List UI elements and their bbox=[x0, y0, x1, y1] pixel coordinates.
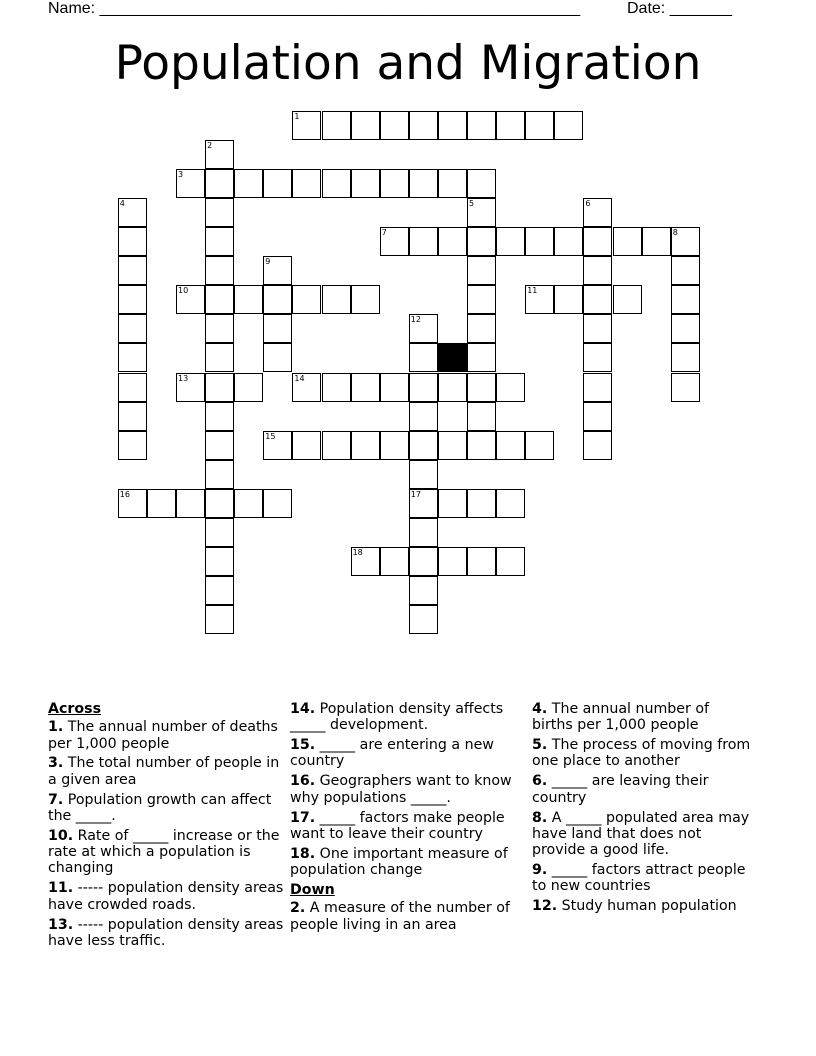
crossword-cell[interactable] bbox=[467, 111, 496, 140]
crossword-cell[interactable] bbox=[263, 431, 292, 460]
crossword-cell[interactable] bbox=[409, 547, 438, 576]
crossword-cell[interactable] bbox=[380, 431, 409, 460]
crossword-cell[interactable] bbox=[263, 285, 292, 314]
crossword-cell[interactable] bbox=[409, 111, 438, 140]
crossword-cell[interactable] bbox=[409, 402, 438, 431]
across-heading: Across bbox=[48, 701, 102, 717]
crossword-cell[interactable] bbox=[438, 431, 467, 460]
crossword-cell[interactable] bbox=[380, 169, 409, 198]
clue-across-13: 13. ----- population density areas have less traffic. bbox=[48, 916, 284, 949]
clue-number: 3 bbox=[178, 169, 184, 179]
clues-column-2 bbox=[290, 701, 522, 936]
crossword-cell[interactable] bbox=[409, 576, 438, 605]
crossword-cell[interactable] bbox=[671, 256, 700, 285]
crossword-cell[interactable] bbox=[409, 169, 438, 198]
crossword-cell[interactable] bbox=[380, 227, 409, 256]
crossword-cell[interactable] bbox=[409, 518, 438, 547]
crossword-cell[interactable] bbox=[583, 256, 612, 285]
crossword-cell[interactable] bbox=[496, 373, 525, 402]
crossword-cell[interactable] bbox=[438, 547, 467, 576]
crossword-cell[interactable] bbox=[322, 431, 351, 460]
crossword-cell[interactable] bbox=[525, 431, 554, 460]
crossword-cell[interactable] bbox=[351, 111, 380, 140]
crossword-cell[interactable] bbox=[554, 285, 583, 314]
crossword-cell[interactable] bbox=[205, 314, 234, 343]
crossword-cell[interactable] bbox=[409, 314, 438, 343]
clue-across-18: 18. One important measure of population change bbox=[290, 845, 508, 879]
crossword-cell[interactable] bbox=[554, 227, 583, 256]
crossword-cell[interactable] bbox=[438, 227, 467, 256]
crossword-cell[interactable] bbox=[351, 169, 380, 198]
crossword-cell[interactable] bbox=[583, 402, 612, 431]
crossword-cell[interactable] bbox=[583, 314, 612, 343]
date-field[interactable]: Date: _______ bbox=[627, 0, 732, 17]
crossword-cell[interactable] bbox=[467, 256, 496, 285]
crossword-cell[interactable] bbox=[671, 314, 700, 343]
clue-across-3: 3. The total number of people in a given area bbox=[48, 755, 280, 788]
crossword-cell[interactable] bbox=[263, 256, 292, 285]
clue-across-10: 10. Rate of _____ increase or the rate at which a population is changing bbox=[48, 827, 280, 877]
crossword-cell[interactable] bbox=[467, 198, 496, 227]
crossword-cell[interactable] bbox=[263, 489, 292, 518]
crossword-cell[interactable] bbox=[467, 227, 496, 256]
crossword-cell[interactable] bbox=[205, 431, 234, 460]
crossword-cell[interactable] bbox=[205, 547, 234, 576]
crossword-cell[interactable] bbox=[118, 343, 147, 372]
crossword-cell[interactable] bbox=[409, 431, 438, 460]
clue-number: 17 bbox=[410, 489, 421, 499]
crossword-cell[interactable] bbox=[467, 373, 496, 402]
crossword-cell[interactable] bbox=[496, 111, 525, 140]
crossword-cell[interactable] bbox=[205, 576, 234, 605]
clue-number: 7 bbox=[381, 228, 387, 237]
crossword-cell[interactable] bbox=[205, 460, 234, 489]
crossword-cell[interactable] bbox=[292, 373, 321, 402]
header-line bbox=[48, 0, 748, 20]
clue-number: 11 bbox=[527, 286, 538, 296]
crossword-cell[interactable] bbox=[438, 489, 467, 518]
crossword-cell[interactable] bbox=[292, 169, 321, 198]
crossword-cell[interactable] bbox=[118, 489, 147, 518]
crossword-cell[interactable] bbox=[438, 169, 467, 198]
clue-down-4: 4. The annual number of births per 1,000 people bbox=[532, 701, 710, 734]
clue-across-7: 7. Population growth can affect the _____. bbox=[48, 791, 272, 824]
clue-across-11: 11. ----- population density areas have crowded roads. bbox=[48, 880, 284, 913]
clue-down-5: 5. The process of moving from one place to another bbox=[532, 737, 751, 770]
crossword-cell[interactable] bbox=[292, 285, 321, 314]
crossword-cell[interactable] bbox=[118, 431, 147, 460]
clue-number: 12 bbox=[410, 315, 421, 325]
crossword-cell[interactable] bbox=[671, 285, 700, 314]
clue-number: 8 bbox=[672, 228, 678, 237]
crossword-cell[interactable] bbox=[205, 605, 234, 634]
crossword-cell[interactable] bbox=[583, 373, 612, 402]
crossword-cell[interactable] bbox=[409, 460, 438, 489]
clue-down-9: 9. _____ factors attract people to new countries bbox=[532, 862, 746, 895]
crossword-cell[interactable] bbox=[322, 111, 351, 140]
clue-down-12: 12. Study human population bbox=[532, 898, 737, 915]
crossword-cell[interactable] bbox=[467, 343, 496, 372]
crossword-cell[interactable] bbox=[205, 227, 234, 256]
crossword-cell[interactable] bbox=[409, 489, 438, 518]
clue-down-2: 2. A measure of the number of people living in an area bbox=[290, 900, 510, 933]
name-field[interactable]: Name: ______________________________________________________ bbox=[48, 0, 581, 17]
clue-number: 13 bbox=[178, 373, 189, 383]
clue-number: 16 bbox=[119, 489, 130, 499]
crossword-cell[interactable] bbox=[554, 111, 583, 140]
crossword-cell[interactable] bbox=[642, 227, 671, 256]
clue-number: 4 bbox=[119, 198, 125, 208]
clue-number: 2 bbox=[207, 140, 213, 150]
crossword-cell[interactable] bbox=[118, 314, 147, 343]
clue-across-1: 1. The annual number of deaths per 1,000 people bbox=[48, 719, 278, 752]
crossword-cell[interactable] bbox=[205, 373, 234, 402]
crossword-cell[interactable] bbox=[467, 547, 496, 576]
crossword-cell[interactable] bbox=[322, 169, 351, 198]
crossword-cell[interactable] bbox=[351, 285, 380, 314]
crossword-cell[interactable] bbox=[351, 373, 380, 402]
clue-number: 18 bbox=[352, 548, 363, 558]
clue-across-17: 17. _____ factors make people want to leave their country bbox=[290, 809, 505, 842]
crossword-cell[interactable] bbox=[205, 256, 234, 285]
crossword-cell[interactable] bbox=[118, 285, 147, 314]
crossword-cell[interactable] bbox=[234, 169, 263, 198]
black-cell bbox=[438, 343, 467, 372]
crossword-cell[interactable] bbox=[176, 489, 205, 518]
crossword-cell[interactable] bbox=[671, 227, 700, 256]
crossword-cell[interactable] bbox=[613, 227, 642, 256]
crossword-cell[interactable] bbox=[467, 402, 496, 431]
crossword-cell[interactable] bbox=[205, 169, 234, 198]
clue-number: 10 bbox=[178, 286, 189, 296]
crossword-cell[interactable] bbox=[263, 343, 292, 372]
crossword-cell[interactable] bbox=[322, 373, 351, 402]
clue-number: 1 bbox=[294, 111, 300, 121]
crossword-cell[interactable] bbox=[176, 373, 205, 402]
crossword-cell[interactable] bbox=[118, 402, 147, 431]
crossword-cell[interactable] bbox=[583, 227, 612, 256]
crossword-cell[interactable] bbox=[496, 547, 525, 576]
crossword-cell[interactable] bbox=[467, 314, 496, 343]
crossword-cell[interactable] bbox=[496, 431, 525, 460]
clue-across-15: 15. _____ are entering a new country bbox=[290, 737, 494, 770]
crossword-cell[interactable] bbox=[205, 285, 234, 314]
crossword-cell[interactable] bbox=[176, 169, 205, 198]
crossword-cell[interactable] bbox=[467, 431, 496, 460]
crossword-cell[interactable] bbox=[205, 518, 234, 547]
clue-number: 14 bbox=[294, 373, 305, 383]
clue-number: 6 bbox=[585, 198, 591, 208]
crossword-cell[interactable] bbox=[438, 111, 467, 140]
crossword-cell[interactable] bbox=[583, 343, 612, 372]
crossword-cell[interactable] bbox=[467, 169, 496, 198]
crossword-cell[interactable] bbox=[409, 373, 438, 402]
crossword-cell[interactable] bbox=[380, 373, 409, 402]
crossword-cell[interactable] bbox=[525, 285, 554, 314]
crossword-cell[interactable] bbox=[409, 343, 438, 372]
page-title: Population and Migration bbox=[114, 36, 702, 91]
crossword-cell[interactable] bbox=[118, 227, 147, 256]
clue-number: 9 bbox=[265, 257, 271, 267]
crossword-cell[interactable] bbox=[322, 285, 351, 314]
crossword-cell[interactable] bbox=[205, 140, 234, 169]
crossword-cell[interactable] bbox=[671, 373, 700, 402]
crossword-cell[interactable] bbox=[467, 285, 496, 314]
clues-column-1 bbox=[48, 701, 284, 953]
crossword-cell[interactable] bbox=[496, 227, 525, 256]
crossword-cell[interactable] bbox=[496, 489, 525, 518]
crossword-cell[interactable] bbox=[205, 489, 234, 518]
crossword-cell[interactable] bbox=[292, 111, 321, 140]
crossword-cell[interactable] bbox=[671, 343, 700, 372]
crossword-cell[interactable] bbox=[351, 431, 380, 460]
crossword-cell[interactable] bbox=[118, 256, 147, 285]
down-heading: Down bbox=[290, 881, 335, 898]
clue-across-14: 14. Population density affects _____ development. bbox=[290, 701, 504, 734]
crossword-cell[interactable] bbox=[525, 111, 554, 140]
clue-down-6: 6. _____ are leaving their country bbox=[532, 773, 709, 806]
crossword-cell[interactable] bbox=[205, 402, 234, 431]
crossword-cell[interactable] bbox=[409, 227, 438, 256]
crossword-cell[interactable] bbox=[380, 547, 409, 576]
crossword-cell[interactable] bbox=[583, 198, 612, 227]
crossword-cell[interactable] bbox=[205, 198, 234, 227]
crossword-cell[interactable] bbox=[205, 343, 234, 372]
clue-across-16: 16. Geographers want to know why populations _____. bbox=[290, 773, 512, 806]
crossword-cell[interactable] bbox=[263, 169, 292, 198]
crossword-cell[interactable] bbox=[147, 489, 176, 518]
crossword-cell[interactable] bbox=[467, 489, 496, 518]
crossword-cell[interactable] bbox=[583, 285, 612, 314]
clue-number: 5 bbox=[469, 198, 475, 208]
crossword-cell[interactable] bbox=[613, 285, 642, 314]
crossword-cell[interactable] bbox=[176, 285, 205, 314]
crossword-cell[interactable] bbox=[263, 314, 292, 343]
crossword-cell[interactable] bbox=[118, 373, 147, 402]
crossword-cell[interactable] bbox=[234, 373, 263, 402]
clue-number: 15 bbox=[265, 431, 276, 441]
crossword-cell[interactable] bbox=[409, 605, 438, 634]
crossword-cell[interactable] bbox=[380, 111, 409, 140]
crossword-cell[interactable] bbox=[234, 489, 263, 518]
clue-down-8: 8. A _____ populated area may have land that does not provide a good life. bbox=[532, 809, 750, 859]
crossword-cell[interactable] bbox=[525, 227, 554, 256]
crossword-cell[interactable] bbox=[351, 547, 380, 576]
crossword-cell[interactable] bbox=[234, 285, 263, 314]
crossword-cell[interactable] bbox=[438, 373, 467, 402]
crossword-cell[interactable] bbox=[292, 431, 321, 460]
crossword-cell[interactable] bbox=[118, 198, 147, 227]
clues-column-3 bbox=[532, 701, 754, 918]
crossword-cell[interactable] bbox=[583, 431, 612, 460]
